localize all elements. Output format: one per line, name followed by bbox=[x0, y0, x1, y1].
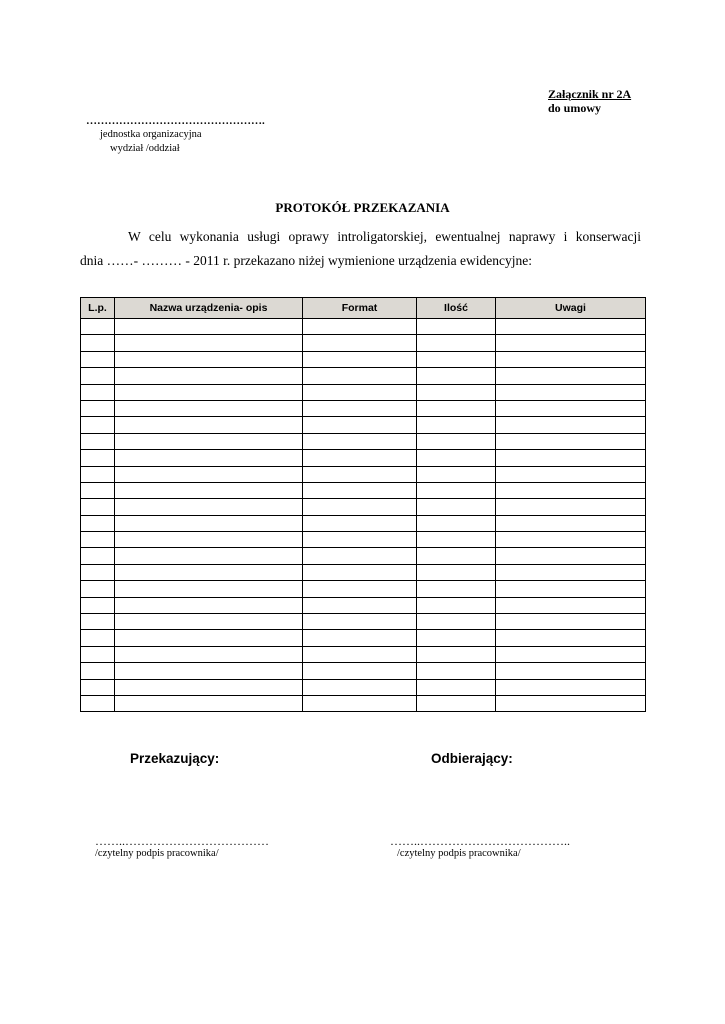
table-cell bbox=[303, 482, 417, 498]
table-row bbox=[81, 646, 646, 662]
table-cell bbox=[496, 597, 646, 613]
unit-caption-organization: jednostka organizacyjna bbox=[100, 129, 202, 140]
table-cell bbox=[496, 646, 646, 662]
receiving-signature-line: ……..……………………………….. bbox=[390, 834, 570, 848]
table-cell bbox=[115, 548, 303, 564]
table-row bbox=[81, 384, 646, 400]
table-row bbox=[81, 663, 646, 679]
table-cell bbox=[417, 695, 496, 711]
table-cell bbox=[303, 581, 417, 597]
table-cell bbox=[417, 400, 496, 416]
receiving-signature-caption: /czytelny podpis pracownika/ bbox=[397, 848, 521, 859]
table-cell bbox=[115, 433, 303, 449]
table-row bbox=[81, 614, 646, 630]
table-cell bbox=[417, 466, 496, 482]
table-cell bbox=[417, 614, 496, 630]
table-row bbox=[81, 597, 646, 613]
table-cell bbox=[496, 581, 646, 597]
table-cell bbox=[496, 630, 646, 646]
table-cell bbox=[496, 335, 646, 351]
table-row bbox=[81, 433, 646, 449]
table-cell bbox=[115, 695, 303, 711]
table-cell bbox=[303, 532, 417, 548]
table-cell bbox=[417, 433, 496, 449]
table-cell bbox=[303, 466, 417, 482]
table-cell bbox=[303, 564, 417, 580]
table-cell bbox=[81, 384, 115, 400]
table-cell bbox=[303, 400, 417, 416]
column-header-lp: L.p. bbox=[81, 298, 115, 319]
table-cell bbox=[115, 417, 303, 433]
table-cell bbox=[303, 663, 417, 679]
annex-subtitle: do umowy bbox=[548, 101, 602, 115]
document-title: PROTOKÓŁ PRZEKAZANIA bbox=[275, 200, 450, 215]
table-cell bbox=[81, 319, 115, 335]
table-cell bbox=[303, 630, 417, 646]
table-cell bbox=[417, 532, 496, 548]
table-cell bbox=[81, 548, 115, 564]
table-cell bbox=[417, 450, 496, 466]
table-cell bbox=[303, 515, 417, 531]
table-cell bbox=[81, 581, 115, 597]
column-header-notes: Uwagi bbox=[496, 298, 646, 319]
table-cell bbox=[496, 679, 646, 695]
table-cell bbox=[496, 564, 646, 580]
devices-table bbox=[80, 297, 646, 712]
table-cell bbox=[81, 630, 115, 646]
table-cell bbox=[303, 548, 417, 564]
table-cell bbox=[417, 499, 496, 515]
column-header-quantity: Ilość bbox=[417, 298, 496, 319]
table-cell bbox=[115, 679, 303, 695]
table-cell bbox=[417, 384, 496, 400]
table-cell bbox=[417, 630, 496, 646]
table-cell bbox=[303, 597, 417, 613]
handing-over-signature-line: ……..……………………………… bbox=[95, 834, 269, 848]
table-cell bbox=[417, 335, 496, 351]
table-cell bbox=[496, 400, 646, 416]
table-cell bbox=[81, 482, 115, 498]
table-cell bbox=[496, 663, 646, 679]
table-cell bbox=[303, 384, 417, 400]
annex-label bbox=[548, 87, 631, 115]
table-cell bbox=[496, 548, 646, 564]
table-cell bbox=[303, 679, 417, 695]
table-row bbox=[81, 466, 646, 482]
table-row bbox=[81, 368, 646, 384]
table-cell bbox=[496, 450, 646, 466]
table-cell bbox=[496, 351, 646, 367]
table-cell bbox=[303, 450, 417, 466]
table-cell bbox=[417, 319, 496, 335]
table-cell bbox=[81, 433, 115, 449]
table-cell bbox=[417, 663, 496, 679]
table-row bbox=[81, 351, 646, 367]
handing-over-signature-caption: /czytelny podpis pracownika/ bbox=[95, 848, 219, 859]
table-cell bbox=[81, 450, 115, 466]
table-row bbox=[81, 564, 646, 580]
table-cell bbox=[417, 482, 496, 498]
table-cell bbox=[496, 466, 646, 482]
table-cell bbox=[496, 482, 646, 498]
table-row bbox=[81, 695, 646, 711]
table-cell bbox=[81, 499, 115, 515]
table-cell bbox=[115, 450, 303, 466]
table-cell bbox=[115, 400, 303, 416]
table-cell bbox=[303, 319, 417, 335]
table-cell bbox=[81, 597, 115, 613]
table-cell bbox=[115, 351, 303, 367]
table-cell bbox=[115, 614, 303, 630]
table-cell bbox=[417, 351, 496, 367]
table-cell bbox=[115, 630, 303, 646]
table-row bbox=[81, 400, 646, 416]
unit-caption-department: wydział /oddział bbox=[110, 143, 180, 154]
table-cell bbox=[496, 614, 646, 630]
table-row bbox=[81, 679, 646, 695]
table-cell bbox=[496, 499, 646, 515]
table-cell bbox=[115, 515, 303, 531]
table-cell bbox=[303, 695, 417, 711]
table-cell bbox=[81, 368, 115, 384]
table-cell bbox=[303, 614, 417, 630]
table-cell bbox=[115, 564, 303, 580]
table-cell bbox=[115, 482, 303, 498]
table-cell bbox=[115, 597, 303, 613]
table-cell bbox=[115, 368, 303, 384]
table-cell bbox=[303, 417, 417, 433]
intro-paragraph-line2: dnia ……- ……… - 2011 r. przekazano niżej wymienione urządzenia ewidencyjne: bbox=[80, 253, 532, 268]
table-cell bbox=[303, 368, 417, 384]
table-cell bbox=[81, 466, 115, 482]
table-cell bbox=[81, 515, 115, 531]
table-cell bbox=[417, 564, 496, 580]
table-cell bbox=[417, 515, 496, 531]
table-row bbox=[81, 450, 646, 466]
table-row bbox=[81, 335, 646, 351]
table-row bbox=[81, 482, 646, 498]
table-row bbox=[81, 499, 646, 515]
table-row bbox=[81, 515, 646, 531]
table-cell bbox=[496, 515, 646, 531]
table-cell bbox=[417, 368, 496, 384]
table-cell bbox=[303, 499, 417, 515]
table-cell bbox=[81, 646, 115, 662]
table-row bbox=[81, 581, 646, 597]
table-cell bbox=[115, 499, 303, 515]
table-cell bbox=[496, 384, 646, 400]
table-cell bbox=[81, 695, 115, 711]
table-cell bbox=[115, 466, 303, 482]
table-cell bbox=[81, 417, 115, 433]
table-cell bbox=[417, 646, 496, 662]
table-cell bbox=[303, 335, 417, 351]
table-cell bbox=[81, 663, 115, 679]
table-cell bbox=[303, 646, 417, 662]
table-cell bbox=[115, 384, 303, 400]
table-cell bbox=[115, 335, 303, 351]
table-cell bbox=[81, 679, 115, 695]
table-cell bbox=[496, 695, 646, 711]
table-row bbox=[81, 417, 646, 433]
table-cell bbox=[496, 433, 646, 449]
annex-title: Załącznik nr 2A bbox=[548, 87, 632, 101]
intro-paragraph-line1-text: W celu wykonania usługi oprawy introligatorskiej, ewentualnej naprawy i konserwacji bbox=[128, 229, 641, 244]
table-cell bbox=[417, 597, 496, 613]
table-cell bbox=[417, 679, 496, 695]
table-header-row bbox=[81, 298, 646, 319]
unit-dots-line: …………………………………………. bbox=[86, 115, 265, 127]
table-cell bbox=[81, 351, 115, 367]
table-cell bbox=[417, 548, 496, 564]
table-cell bbox=[417, 417, 496, 433]
intro-paragraph-line1 bbox=[80, 229, 641, 245]
table-cell bbox=[417, 581, 496, 597]
table-cell bbox=[81, 564, 115, 580]
table-cell bbox=[496, 417, 646, 433]
table-row bbox=[81, 532, 646, 548]
table-cell bbox=[115, 532, 303, 548]
table-row bbox=[81, 548, 646, 564]
table-body bbox=[81, 319, 646, 712]
handing-over-label: Przekazujący: bbox=[130, 751, 220, 766]
table-row bbox=[81, 319, 646, 335]
table-cell bbox=[115, 646, 303, 662]
receiving-label: Odbierający: bbox=[431, 751, 513, 766]
table-cell bbox=[303, 351, 417, 367]
table-cell bbox=[496, 319, 646, 335]
column-header-format: Format bbox=[303, 298, 417, 319]
table-cell bbox=[81, 335, 115, 351]
table-cell bbox=[303, 433, 417, 449]
table-cell bbox=[115, 663, 303, 679]
table-cell bbox=[115, 319, 303, 335]
table-cell bbox=[81, 400, 115, 416]
column-header-name: Nazwa urządzenia- opis bbox=[115, 298, 303, 319]
table-cell bbox=[81, 532, 115, 548]
table-cell bbox=[115, 581, 303, 597]
table-cell bbox=[496, 532, 646, 548]
table-row bbox=[81, 630, 646, 646]
table-cell bbox=[496, 368, 646, 384]
table-cell bbox=[81, 614, 115, 630]
